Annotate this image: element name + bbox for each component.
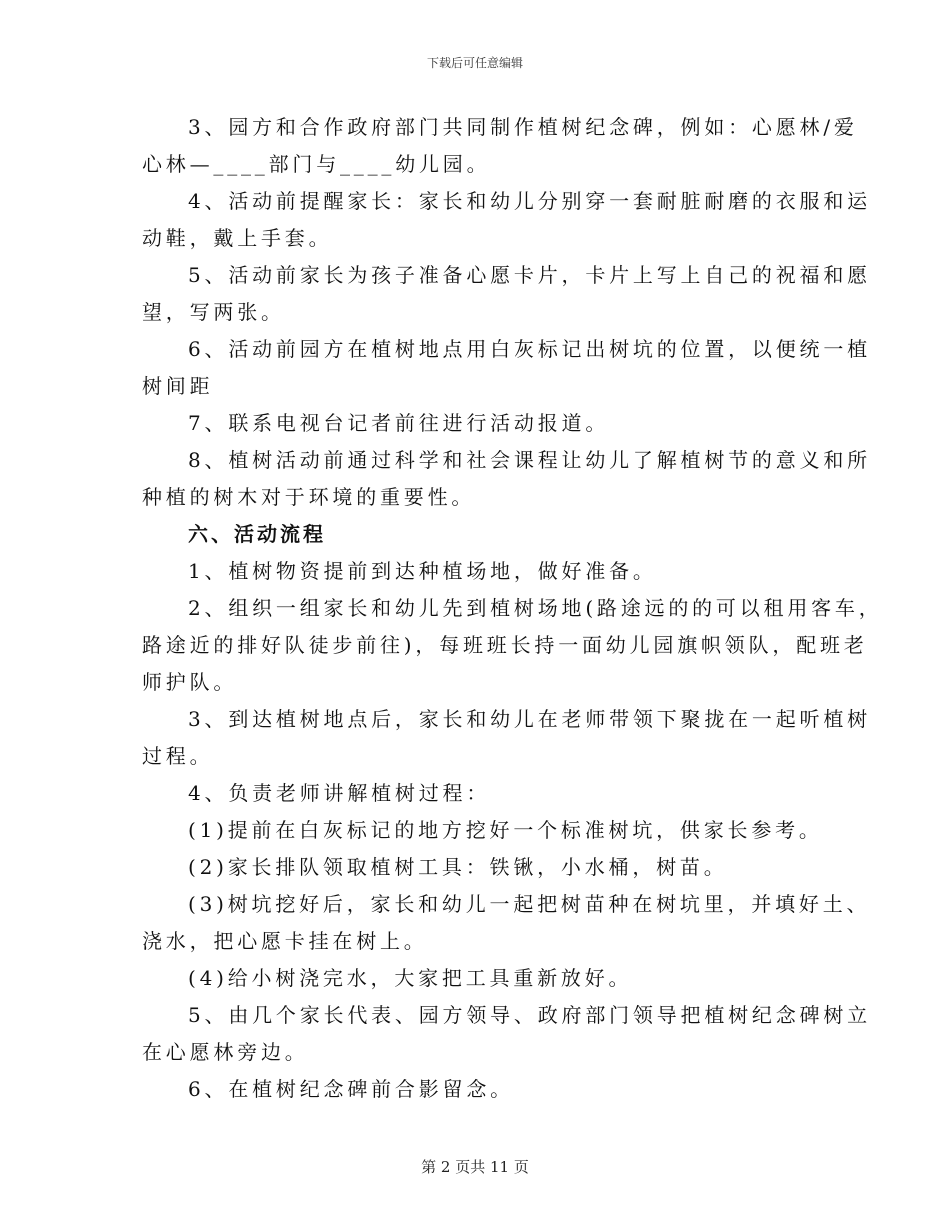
page-footer: 第 2 页共 11 页 [421,1158,529,1176]
text-line: 在心愿林旁边。 [142,1040,309,1064]
text-line: 3、园方和合作政府部门共同制作植树纪念碑，例如：心愿林/爱 [188,115,858,139]
text-line: 师护队。 [142,670,238,694]
text-line: (2)家长排队领取植树工具：铁锹，小水桶，树苗。 [188,855,728,879]
text-line: 过程。 [142,744,214,768]
document-body [142,109,883,1108]
text-line: 2、组织一组家长和幼儿先到植树场地(路途远的的可以租用客车， [188,596,883,620]
section-heading: 六、活动流程 [188,522,326,546]
text-line: 动鞋，戴上手套。 [142,226,333,250]
text-line: 6、活动前园方在植树地点用白灰标记出树坑的位置，以便统一植 [188,337,871,361]
page-header: 下载后可任意编辑 [426,56,523,70]
text-line: 树间距 [142,374,214,398]
text-line: 4、活动前提醒家长：家长和幼儿分别穿一套耐脏耐磨的衣服和运 [188,189,871,213]
text-line: 种植的树木对于环境的重要性。 [142,485,476,509]
text-line: 3、到达植树地点后，家长和幼儿在老师带领下聚拢在一起听植树 [188,707,871,731]
text-line: 路途近的排好队徒步前往)，每班班长持一面幼儿园旗帜领队，配班老 [142,633,868,657]
text-line: 5、由几个家长代表、园方领导、政府部门领导把植树纪念碑树立 [188,1003,871,1027]
text-line: 望，写两张。 [142,300,285,324]
text-line: 7、联系电视台记者前往进行活动报道。 [188,411,610,435]
text-line: (1)提前在白灰标记的地方挖好一个标准树坑，供家长参考。 [188,818,823,842]
text-line: 1、植树物资提前到达种植场地，做好准备。 [188,559,657,583]
text-line: 心林—____部门与____幼儿园。 [142,152,491,176]
text-line: 8、植树活动前通过科学和社会课程让幼儿了解植树节的意义和所 [188,448,871,472]
text-line: 浇水，把心愿卡挂在树上。 [142,929,428,953]
text-line: (4)给小树浇完水，大家把工具重新放好。 [188,966,633,990]
text-line: 5、活动前家长为孩子准备心愿卡片，卡片上写上自己的祝福和愿 [188,263,871,287]
text-line: (3)树坑挖好后，家长和幼儿一起把树苗种在树坑里，并填好土、 [188,892,871,916]
text-line: 6、在植树纪念碑前合影留念。 [188,1077,514,1101]
text-line: 4、负责老师讲解植树过程： [188,781,491,805]
